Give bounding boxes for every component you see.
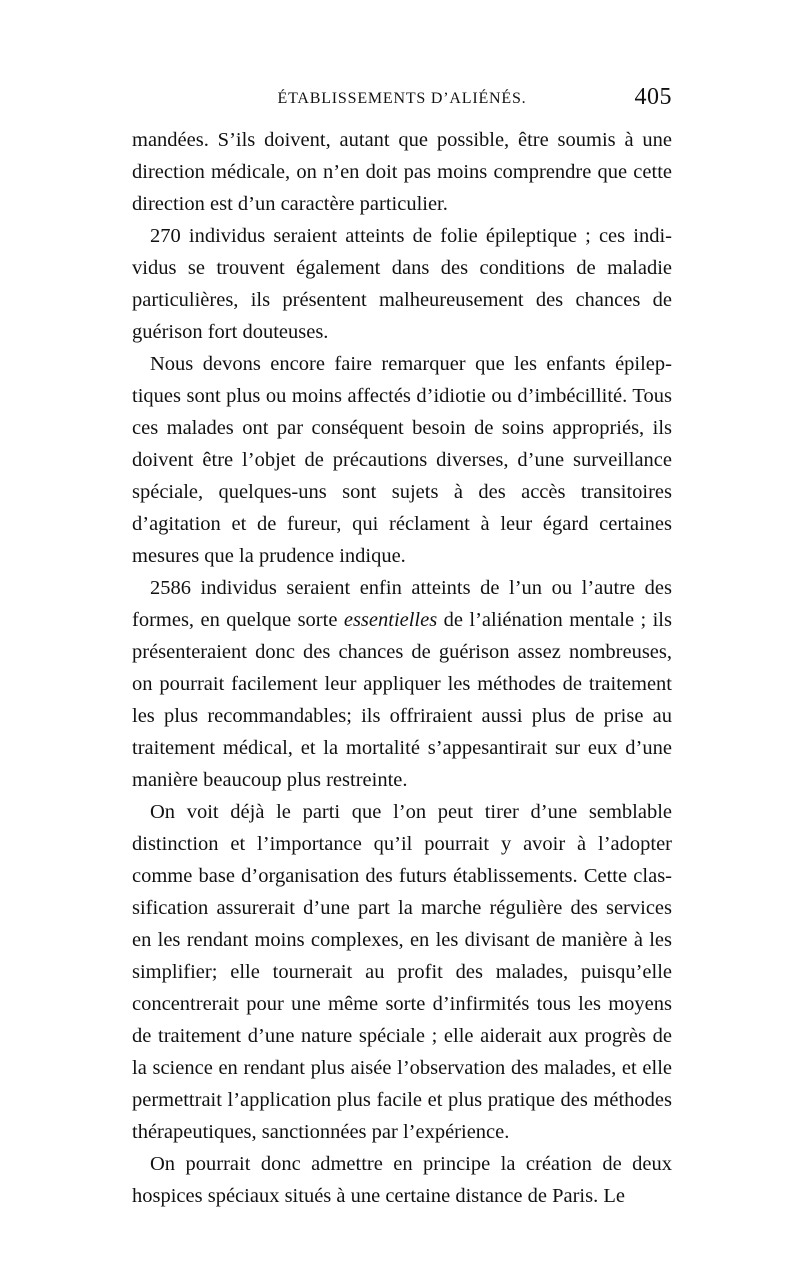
paragraph-epileptic-children: Nous devons encore faire remarquer que les enfants épileptiques sont plus ou moins affectés d’idiotie ou d’imbécillité. Tous ces malades ont par conséquent besoin de soins appropriés, ils doivent être l’objet de précautions diverses, d’une surveillance spéciale, quelques-uns sont sujets à des accès transitoires d’agitation et de fureur, qui réclament à leur égard certaines mesures que la prudence indique. xyxy=(132,353,672,567)
paragraph-special-hospices: On pourrait donc admettre en principe la création de deux hospices spéciaux situés à une certaine distance de Paris. Le xyxy=(132,1153,672,1207)
paragraph-essential-forms xyxy=(132,572,672,796)
running-head xyxy=(132,84,672,118)
paragraph-epileptic-count: 270 individus seraient atteints de folie épileptique ; ces individus se trouvent également dans des conditions de maladie particulières, ils présentent malheureusement des chances de guérison fort douteuses. xyxy=(132,225,672,343)
emphasis-essentielles: essentielles xyxy=(343,609,438,631)
running-title: ÉTABLISSEMENTS D’ALIÉNÉS. xyxy=(277,90,527,107)
book-page xyxy=(132,84,672,1212)
page-number: 405 xyxy=(634,84,672,110)
paragraph-essential-forms-start: 2586 individus seraient enfin atteints de l’un ou l’autre des formes, en quelque sorte xyxy=(132,577,672,631)
paragraph-essential-forms-end: de l’aliénation mentale ; ils présenteraient donc des chances de guérison assez nombreuses, on pourrait facilement leur appliquer les méthodes de traitement les plus recommandables; ils offriraient aussi plus de prise au traitement médical, et la mortalité s’appesantirait sur eux d’une manière beaucoup plus restreinte. xyxy=(132,609,672,791)
paragraph-classification: On voit déjà le parti que l’on peut tirer d’une semblable distinction et l’importance qu’il pourrait y avoir à l’adopter comme base d’organisation des futurs établissements. Cette classification assurerait d’une part la marche régulière des services en les rendant moins complexes, en les divisant de manière à les simplifier; elle tournerait au profit des malades, puisqu’elle concentrerait pour une même sorte d’infirmités tous les moyens de traitement d’une nature spéciale ; elle aiderait aux progrès de la science en rendant plus aisée l’observation des malades, et elle permettrait l’application plus facile et plus pratique des méthodes thérapeutiques, sanctionnées par l’expérience. xyxy=(132,801,672,1143)
body-text xyxy=(132,124,672,1212)
paragraph-continuation: mandées. S’ils doivent, autant que possible, être soumis à une direction médicale, on n’en doit pas moins comprendre que cette direction est d’un caractère particulier. xyxy=(132,129,672,215)
